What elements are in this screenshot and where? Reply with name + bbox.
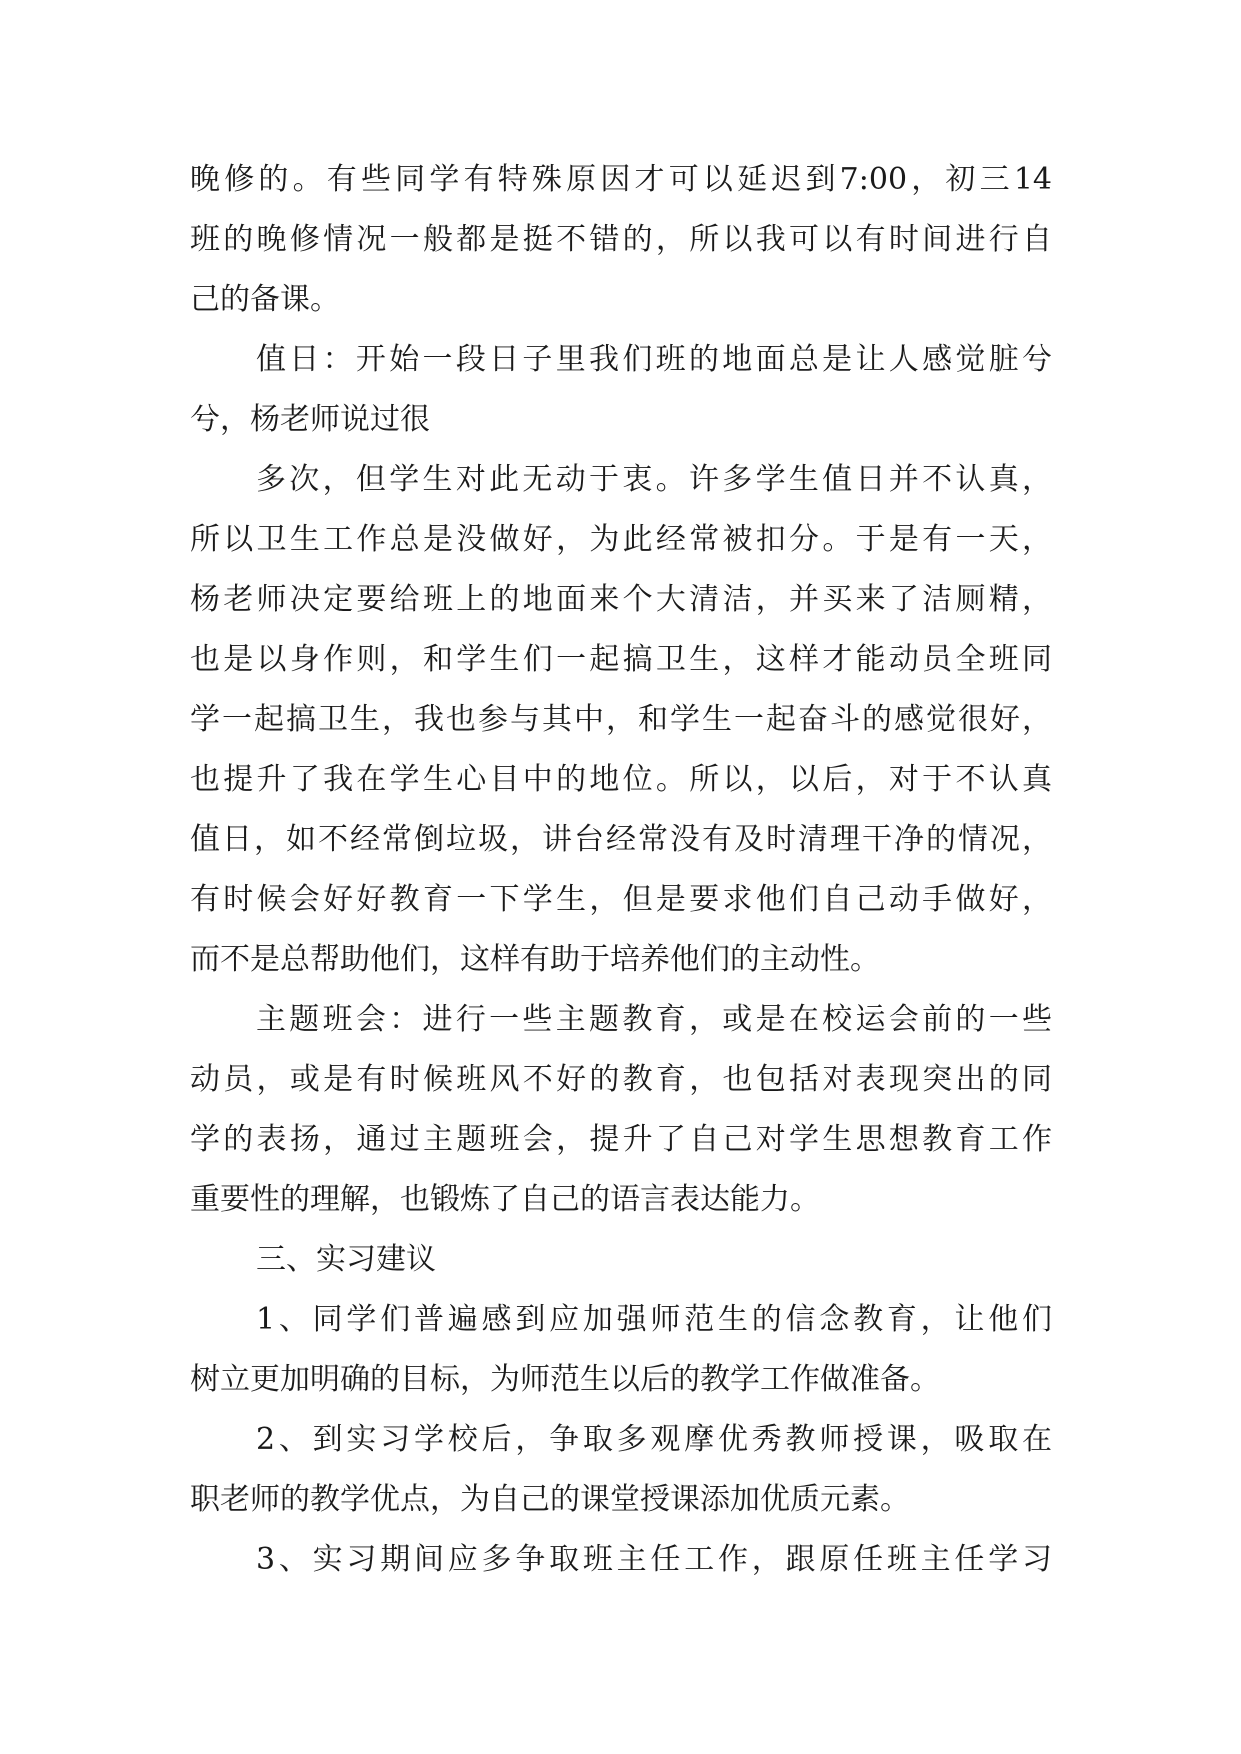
text-line: 班的晚修情况一般都是挺不错的，所以我可以有时间进行自 (190, 222, 1052, 257)
text-line: 也是以身作则，和学生们一起搞卫生，这样才能动员全班同 (190, 642, 1052, 677)
text-line: 1、同学们普遍感到应加强师范生的信念教育，让他们 (256, 1302, 1052, 1337)
section-heading: 三、实习建议 (256, 1242, 436, 1277)
text-line: 学的表扬，通过主题班会，提升了自己对学生思想教育工作 (190, 1122, 1052, 1157)
text-line: 杨老师决定要给班上的地面来个大清洁，并买来了洁厕精， (190, 582, 1052, 617)
text-line: 晚修的。有些同学有特殊原因才可以延迟到7:00，初三14 (190, 162, 1052, 197)
text-line: 学一起搞卫生，我也参与其中，和学生一起奋斗的感觉很好， (190, 702, 1052, 737)
text-line: 所以卫生工作总是没做好，为此经常被扣分。于是有一天， (190, 522, 1052, 557)
text-line: 有时候会好好教育一下学生，但是要求他们自己动手做好， (190, 882, 1052, 917)
text-line: 值日：开始一段日子里我们班的地面总是让人感觉脏兮 (256, 342, 1052, 377)
text-line: 也提升了我在学生心目中的地位。所以，以后，对于不认真 (190, 762, 1052, 797)
text-line: 重要性的理解，也锻炼了自己的语言表达能力。 (190, 1182, 820, 1217)
text-line: 主题班会：进行一些主题教育，或是在校运会前的一些 (256, 1002, 1052, 1037)
text-line: 多次，但学生对此无动于衷。许多学生值日并不认真， (256, 462, 1052, 497)
text-line: 3、实习期间应多争取班主任工作，跟原任班主任学习 (256, 1542, 1052, 1577)
text-line: 而不是总帮助他们，这样有助于培养他们的主动性。 (190, 942, 880, 977)
text-line: 动员，或是有时候班风不好的教育，也包括对表现突出的同 (190, 1062, 1052, 1097)
text-line: 兮，杨老师说过很 (190, 402, 430, 437)
text-line: 树立更加明确的目标，为师范生以后的教学工作做准备。 (190, 1362, 940, 1397)
text-line: 职老师的教学优点，为自己的课堂授课添加优质元素。 (190, 1482, 910, 1517)
text-line: 2、到实习学校后，争取多观摩优秀教师授课，吸取在 (256, 1422, 1052, 1457)
document-body (190, 150, 1052, 1590)
text-line: 值日，如不经常倒垃圾，讲台经常没有及时清理干净的情况， (190, 822, 1052, 857)
text-line: 己的备课。 (190, 282, 340, 317)
